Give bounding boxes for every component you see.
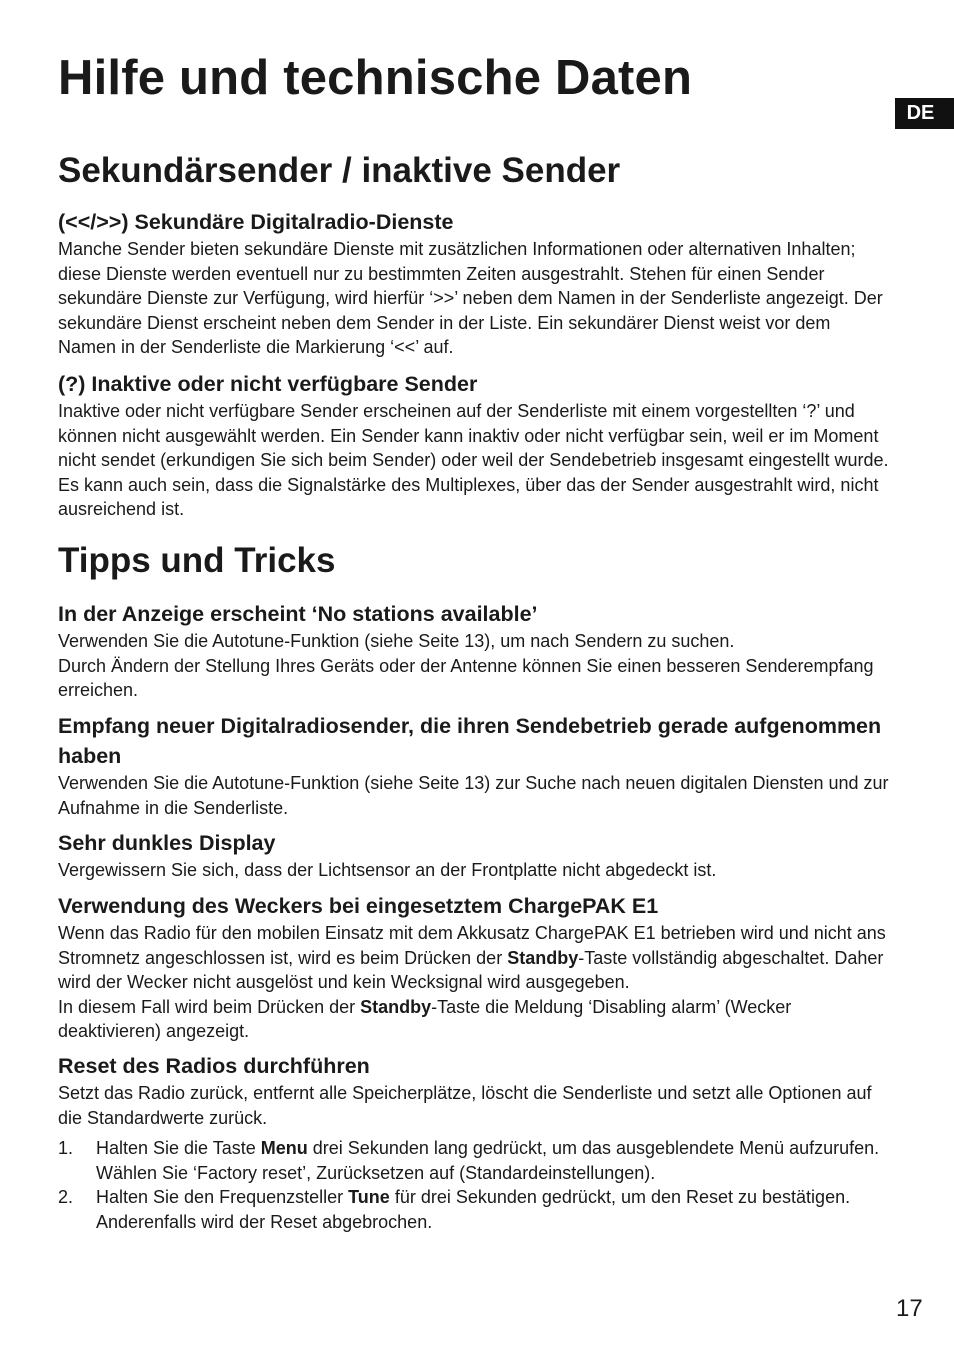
page-title: Hilfe und technische Daten xyxy=(58,51,693,105)
subsection-heading: Verwendung des Weckers bei eingesetztem ChargePAK E1 xyxy=(58,894,659,918)
bold-term: Standby xyxy=(360,996,432,1017)
section-heading-secondary: Sekundärsender / inaktive Sender xyxy=(58,151,621,190)
text-run: -Taste die Meldung ‘Disabling alarm’ (Wecker deaktivieren) angezeigt. xyxy=(58,996,792,1041)
bold-term: Menu xyxy=(260,1138,308,1158)
text-run: Halten Sie die Taste xyxy=(96,1138,261,1158)
tip-no-stations xyxy=(58,600,890,703)
paragraph: Durch Ändern der Stellung Ihres Geräts oder der Antenne können Sie einen besseren Senderempfang erreichen. xyxy=(58,655,874,700)
subsection-inactive-stations xyxy=(58,370,890,522)
subsection-heading: Empfang neuer Digitalradiosender, die ihren Sendebetrieb gerade aufgenommen haben xyxy=(58,714,882,768)
tip-alarm-chargepak xyxy=(58,892,890,1044)
reset-steps-list xyxy=(58,1136,890,1234)
text-run: Wenn das Radio für den mobilen Einsatz mit dem Akkusatz ChargePAK E1 betrieben wird und nicht ans Stromnetz angeschlossen ist, wird es beim Drücken der xyxy=(58,923,886,968)
subsection-heading: Sehr dunkles Display xyxy=(58,831,276,855)
language-tab: DE xyxy=(895,98,954,129)
subsection-secondary-services xyxy=(58,208,890,360)
text-run: für drei Sekunden gedrückt, um den Reset zu bestätigen. Anderenfalls wird der Reset abgebrochen. xyxy=(96,1187,851,1232)
section-heading-tips: Tipps und Tricks xyxy=(58,541,336,580)
paragraph xyxy=(58,921,890,995)
paragraph: Inaktive oder nicht verfügbare Sender erscheinen auf der Senderliste mit einem vorgestellten ‘?’ und können nicht ausgewählt werden. Ein Sender kann inaktiv oder nicht verfügbar sein, weil er im Moment nicht sendet (erkundigen Sie sich beim Sender) oder weil der Sendebetrieb insgesamt eingestellt wurde. Es kann auch sein, dass die Signalstärke des Multiplexes, über das der Sender ausgestrahlt wird, nicht ausreichend ist. xyxy=(58,401,889,519)
list-item xyxy=(58,1136,890,1185)
bold-term: Tune xyxy=(348,1187,390,1207)
paragraph xyxy=(58,995,890,1044)
paragraph: Verwenden Sie die Autotune-Funktion (siehe Seite 13) zur Suche nach neuen digitalen Diensten und zur Aufnahme in die Senderliste. xyxy=(58,773,889,818)
tip-new-stations xyxy=(58,711,890,820)
paragraph: Verwenden Sie die Autotune-Funktion (siehe Seite 13), um nach Sendern zu suchen. xyxy=(58,631,735,651)
text-run: Halten Sie den Frequenzsteller xyxy=(96,1187,349,1207)
tip-reset xyxy=(58,1052,890,1234)
paragraph: Manche Sender bieten sekundäre Dienste mit zusätzlichen Informationen oder alternativen Inhalten; diese Dienste werden eventuell nur zu bestimmten Zeiten ausgestrahlt. Stehen für einen Sender sekundäre Dienste zur Verfügung, wird hierfür ‘>>’ neben dem Namen in der Senderliste angezeigt. Der sekundäre Dienst erscheint neben dem Sender in der Liste. Ein sekundärer Dienst weist vor dem Namen in der Senderliste die Markierung ‘<<’ auf. xyxy=(58,239,883,357)
subsection-heading: (<</>>) Sekundäre Digitalradio-Dienste xyxy=(58,210,454,234)
list-item xyxy=(58,1185,890,1234)
list-number: 1. xyxy=(58,1138,74,1158)
page-number: 17 xyxy=(896,1295,923,1322)
list-number: 2. xyxy=(58,1187,74,1207)
subsection-heading: Reset des Radios durchführen xyxy=(58,1054,370,1078)
paragraph: Setzt das Radio zurück, entfernt alle Speicherplätze, löscht die Senderliste und setzt alle Optionen auf die Standardwerte zurück. xyxy=(58,1083,872,1128)
text-run: In diesem Fall wird beim Drücken der xyxy=(58,996,361,1017)
text-run: drei Sekunden lang gedrückt, um das ausgeblendete Menü aufzurufen. Wählen Sie ‘Factory reset’, Zurücksetzen auf (Standardeinstellungen). xyxy=(96,1138,880,1183)
text-run: -Taste vollständig abgeschaltet. Daher wird der Wecker nicht ausgelöst und kein Wecksignal wird ausgegeben. xyxy=(58,947,884,992)
tip-dark-display xyxy=(58,829,890,883)
subsection-heading: (?) Inaktive oder nicht verfügbare Sender xyxy=(58,372,478,396)
bold-term: Standby xyxy=(507,947,579,968)
paragraph: Vergewissern Sie sich, dass der Lichtsensor an der Frontplatte nicht abgedeckt ist. xyxy=(58,860,717,880)
subsection-heading: In der Anzeige erscheint ‘No stations available’ xyxy=(58,602,538,626)
